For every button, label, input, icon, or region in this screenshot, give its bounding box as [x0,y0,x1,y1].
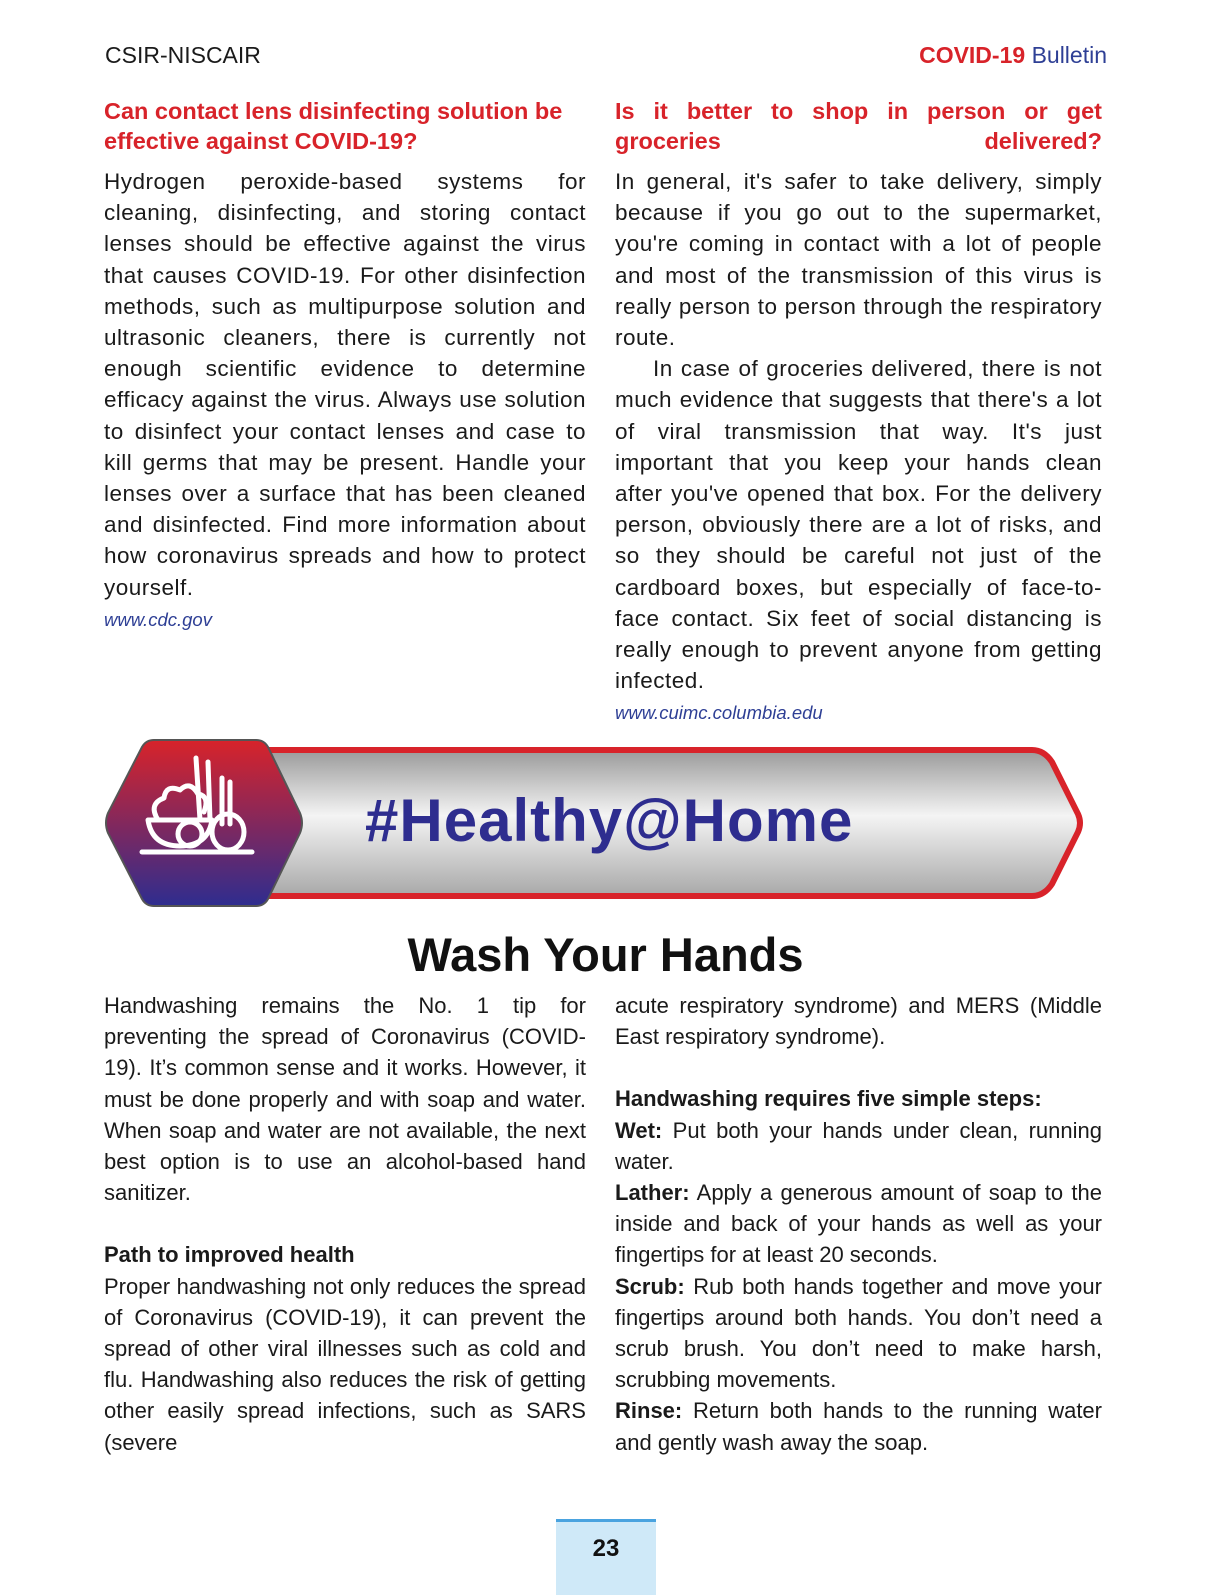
section-title: Wash Your Hands [407,928,804,981]
step-text: Apply a generous amount of soap to the inside and back of your hands as well as your fingertips for at least 20 seconds. [615,1180,1102,1268]
publisher-name: CSIR-NISCAIR [105,42,261,68]
step-text: Rub both hands together and move your fingertips around both hands. You don’t need a scrub brush. You don’t need to make harsh, scrubbing movements. [615,1273,1102,1393]
right-article-source[interactable]: www.cuimc.columbia.edu [615,702,823,724]
handwash-intro: Handwashing remains the No. 1 tip for preventing the spread of Coronavirus (COVID-19). It’s common sense and it works. However, it must be done properly and with soap and water. When soap and water are not available, the next best option is to use an alcohol-based hand sanitizer. [104,993,586,1206]
step-name: Scrub: [615,1273,685,1299]
step-name: Rinse: [615,1398,683,1424]
right-article-question: Is it better to shop in person or get groceries delivered? [615,98,1102,154]
left-article-body: Hydrogen peroxide-based systems for cleaning, disinfecting, and storing contact lenses should be effective against the virus that causes COVID-19. For other disinfection methods, such as multipurpose solution and ultrasonic cleaners, there is currently not enough scientific evidence to determine efficacy against the virus. Always use solution to disinfect your contact lenses and case to kill germs that may be present. Handle your lenses over a surface that has been cleaned and disinfected. Find more information about how coronavirus spreads and how to protect yourself. [104,169,586,600]
path-heading: Path to improved health [104,1242,355,1268]
page-number: 23 [556,1519,656,1595]
handwash-right-column [615,990,1102,1458]
step-text: Return both hands to the running water and gently wash away the soap. [615,1398,1102,1455]
left-article-question: Can contact lens disinfecting solution be effective against COVID-19? [104,98,563,154]
right-article-para2 [615,353,1102,696]
right-article [615,96,1102,724]
left-article-source[interactable]: www.cdc.gov [104,608,212,630]
bulletin-title-text: Bulletin [1031,42,1107,68]
step-lather [615,1177,1102,1271]
right-article-para1: In general, it's safer to take delivery, simply because if you go out to the supermarket, you're coming in contact with a lot of people and most of the transmission of this virus is really person to person through the respiratory route. [615,169,1102,351]
bulletin-title [919,42,1107,69]
step-name: Lather: [615,1180,690,1206]
path-body: Proper handwashing not only reduces the spread of Coronavirus (COVID-19), it can prevent the spread of other viral illnesses such as cold and flu. Handwashing also reduces the risk of getting other easily spread infections, such as SARS (severe [104,1273,586,1455]
bulletin-title-highlight: COVID-19 [919,42,1026,68]
step-rinse [615,1395,1102,1457]
banner-title: #Healthy@Home [365,787,854,854]
step-name: Wet: [615,1117,663,1143]
step-text: Put both your hands under clean, running water. [615,1117,1102,1174]
step-scrub [615,1271,1102,1396]
path-continued: acute respiratory syndrome) and MERS (Middle East respiratory syndrome). [615,993,1102,1050]
banner-hexagon [106,740,302,906]
steps-heading: Handwashing requires five simple steps: [615,1086,1042,1112]
left-article [104,96,586,631]
right-article-para2-text: In case of groceries delivered, there is not much evidence that suggests that there's a lot of viral transmission that way. It's just important that you keep your hands clean after you've opened that box. For the delivery person, obviously there are a lot of risks, and so they should be careful not just of the cardboard boxes, but especially of face-to-face contact. Six feet of social distancing is really enough to prevent anyone from getting infected. [615,356,1102,694]
step-wet [615,1115,1102,1177]
handwash-left-column [104,990,586,1458]
